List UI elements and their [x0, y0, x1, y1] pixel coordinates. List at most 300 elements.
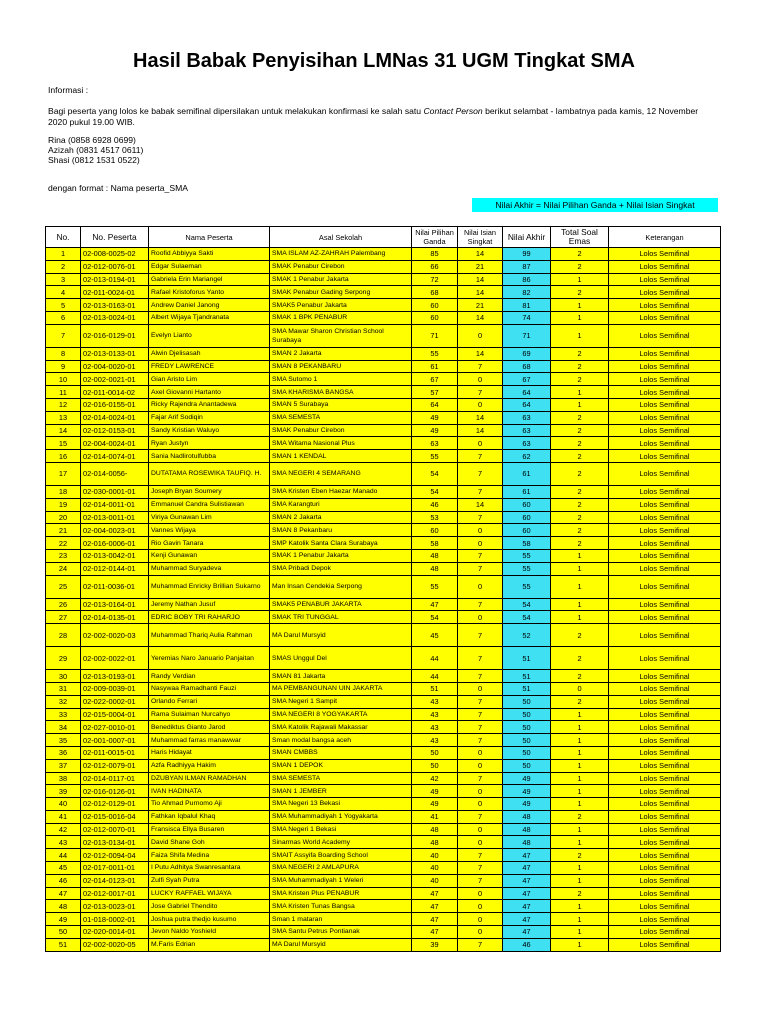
table-row	[46, 611, 721, 624]
cell-nilai-isian: 7	[458, 849, 503, 862]
cell-sekolah: SMAK5 Penabur Jakarta	[270, 299, 412, 312]
cell-nilai-akhir: 51	[503, 682, 551, 695]
cell-no: 15	[46, 437, 81, 450]
cell-nilai-isian: 0	[458, 575, 503, 598]
cell-keterangan: Lolos Semifinal	[609, 575, 721, 598]
cell-no-peserta: 02-012-0079-01	[81, 759, 149, 772]
cell-keterangan: Lolos Semifinal	[609, 785, 721, 798]
cell-nilai-pg: 55	[412, 450, 458, 463]
cell-nilai-isian: 14	[458, 498, 503, 511]
cell-sekolah: SMAN 2 Jakarta	[270, 347, 412, 360]
cell-sekolah: SMAK5 PENABUR JAKARTA	[270, 598, 412, 611]
cell-no-peserta: 02-008-0025-02	[81, 248, 149, 261]
cell-no-peserta: 02-004-0023-01	[81, 524, 149, 537]
cell-nilai-akhir: 50	[503, 721, 551, 734]
cell-nama: EDRIC BOBY TRI RAHARJO	[149, 611, 270, 624]
cell-no: 14	[46, 424, 81, 437]
cell-no-peserta: 02-013-0164-01	[81, 598, 149, 611]
cell-no-peserta: 02-013-0042-01	[81, 549, 149, 562]
cell-keterangan: Lolos Semifinal	[609, 386, 721, 399]
cell-sekolah: SMA Kristen Plus PENABUR	[270, 887, 412, 900]
table-row	[46, 849, 721, 862]
cell-no: 11	[46, 386, 81, 399]
cell-nama: Muhammad Suryadeva	[149, 562, 270, 575]
formula-note: Nilai Akhir = Nilai Pilihan Ganda + Nilai Isian Singkat	[472, 198, 718, 212]
cell-keterangan: Lolos Semifinal	[609, 913, 721, 926]
cell-no: 42	[46, 823, 81, 836]
table-row	[46, 874, 721, 887]
cell-nama: Emmanuel Candra Sulistiawan	[149, 498, 270, 511]
cell-sekolah: SMAN 1 KENDAL	[270, 450, 412, 463]
table-row	[46, 746, 721, 759]
cell-sekolah: SMAS Unggul Del	[270, 647, 412, 670]
cell-nilai-isian: 21	[458, 299, 503, 312]
cell-nilai-pg: 60	[412, 299, 458, 312]
cell-nilai-pg: 40	[412, 874, 458, 887]
cell-keterangan: Lolos Semifinal	[609, 670, 721, 683]
cell-nilai-pg: 54	[412, 462, 458, 485]
cell-no-peserta: 02-013-0011-01	[81, 511, 149, 524]
cell-no: 17	[46, 462, 81, 485]
cell-soal-emas: 2	[551, 524, 609, 537]
cell-nilai-pg: 71	[412, 324, 458, 347]
cell-nilai-akhir: 74	[503, 311, 551, 324]
cell-sekolah: MA Darul Mursyid	[270, 938, 412, 951]
cell-keterangan: Lolos Semifinal	[609, 248, 721, 261]
cell-nama: Muhammad Enricky Brillian Sukarno	[149, 575, 270, 598]
cell-nilai-akhir: 55	[503, 549, 551, 562]
cell-nilai-isian: 0	[458, 437, 503, 450]
cell-soal-emas: 2	[551, 373, 609, 386]
cell-nilai-pg: 47	[412, 598, 458, 611]
table-body	[46, 248, 721, 952]
cell-soal-emas: 1	[551, 598, 609, 611]
cell-keterangan: Lolos Semifinal	[609, 299, 721, 312]
cell-soal-emas: 1	[551, 575, 609, 598]
cell-nama: Albert Wijaya Tjandranata	[149, 311, 270, 324]
cell-nama: Roofid Abbiyya Sakti	[149, 248, 270, 261]
cell-no: 28	[46, 624, 81, 647]
table-row	[46, 562, 721, 575]
cell-nilai-isian: 14	[458, 424, 503, 437]
cell-nilai-akhir: 54	[503, 611, 551, 624]
cell-keterangan: Lolos Semifinal	[609, 772, 721, 785]
table-row	[46, 682, 721, 695]
cell-no-peserta: 02-014-0117-01	[81, 772, 149, 785]
cell-soal-emas: 2	[551, 695, 609, 708]
cell-nilai-isian: 7	[458, 562, 503, 575]
cell-soal-emas: 2	[551, 424, 609, 437]
cell-nilai-akhir: 51	[503, 647, 551, 670]
cell-nilai-isian: 0	[458, 682, 503, 695]
cell-keterangan: Lolos Semifinal	[609, 462, 721, 485]
cell-nilai-pg: 49	[412, 798, 458, 811]
cell-no-peserta: 02-015-0004-01	[81, 708, 149, 721]
table-row	[46, 598, 721, 611]
cell-soal-emas: 1	[551, 798, 609, 811]
cell-nilai-isian: 14	[458, 273, 503, 286]
cell-no-peserta: 02-004-0024-01	[81, 437, 149, 450]
cell-nilai-isian: 7	[458, 670, 503, 683]
cell-keterangan: Lolos Semifinal	[609, 624, 721, 647]
table-row	[46, 785, 721, 798]
table-row	[46, 810, 721, 823]
table-row	[46, 900, 721, 913]
cell-no: 40	[46, 798, 81, 811]
cell-no: 8	[46, 347, 81, 360]
cell-nilai-isian: 0	[458, 836, 503, 849]
cell-nilai-pg: 48	[412, 562, 458, 575]
cell-nama: Vannes Wijaya	[149, 524, 270, 537]
cell-nilai-akhir: 87	[503, 260, 551, 273]
cell-keterangan: Lolos Semifinal	[609, 498, 721, 511]
cell-nilai-isian: 7	[458, 450, 503, 463]
cell-no-peserta: 02-011-0024-01	[81, 286, 149, 299]
cell-soal-emas: 2	[551, 347, 609, 360]
cell-keterangan: Lolos Semifinal	[609, 823, 721, 836]
cell-nilai-akhir: 69	[503, 347, 551, 360]
cell-sekolah: SMA Santu Petrus Pontianak	[270, 926, 412, 939]
cell-sekolah: SMAN 8 Pekanbaru	[270, 524, 412, 537]
cell-sekolah: SMA Karangturi	[270, 498, 412, 511]
cell-soal-emas: 2	[551, 411, 609, 424]
cell-nilai-akhir: 99	[503, 248, 551, 261]
cell-soal-emas: 1	[551, 772, 609, 785]
cell-nama: DUTATAMA ROSEWIKA TAUFIQ. H.	[149, 462, 270, 485]
cell-nilai-isian: 7	[458, 386, 503, 399]
table-row	[46, 260, 721, 273]
cell-nilai-akhir: 49	[503, 798, 551, 811]
cell-nilai-akhir: 61	[503, 485, 551, 498]
cell-nilai-pg: 85	[412, 248, 458, 261]
cell-no: 31	[46, 682, 81, 695]
cell-nilai-akhir: 55	[503, 575, 551, 598]
table-row	[46, 862, 721, 875]
contact-2: Azizah (0831 4517 0611)	[48, 145, 144, 155]
cell-no: 24	[46, 562, 81, 575]
cell-no: 47	[46, 887, 81, 900]
cell-no-peserta: 02-013-0023-01	[81, 900, 149, 913]
cell-nilai-isian: 7	[458, 647, 503, 670]
cell-sekolah: SMA NEGERI 2 AMLAPURA	[270, 862, 412, 875]
cell-nilai-akhir: 47	[503, 849, 551, 862]
table-row	[46, 670, 721, 683]
cell-nama: Jose Gabriel Thendito	[149, 900, 270, 913]
cell-nilai-pg: 66	[412, 260, 458, 273]
cell-no-peserta: 02-012-0070-01	[81, 823, 149, 836]
cell-nama: Tio Ahmad Purnomo Aji	[149, 798, 270, 811]
cell-no: 3	[46, 273, 81, 286]
cell-keterangan: Lolos Semifinal	[609, 437, 721, 450]
table-row	[46, 311, 721, 324]
cell-nilai-akhir: 67	[503, 373, 551, 386]
cell-nilai-isian: 7	[458, 598, 503, 611]
cell-nama: Rafael Kristoforus Yanto	[149, 286, 270, 299]
table-row	[46, 299, 721, 312]
cell-sekolah: SMAK 1 Penabur Jakarta	[270, 273, 412, 286]
cell-nilai-isian: 0	[458, 900, 503, 913]
cell-no-peserta: 02-012-0153-01	[81, 424, 149, 437]
cell-nilai-pg: 49	[412, 424, 458, 437]
cell-sekolah: SMA Negeri 1 Sampit	[270, 695, 412, 708]
cell-nilai-pg: 49	[412, 785, 458, 798]
table-row	[46, 721, 721, 734]
cell-soal-emas: 1	[551, 900, 609, 913]
cell-nama: Azfa Radhiyya Hakim	[149, 759, 270, 772]
cell-nilai-akhir: 52	[503, 624, 551, 647]
cell-nilai-isian: 7	[458, 549, 503, 562]
cell-no: 39	[46, 785, 81, 798]
cell-no-peserta: 02-016-0006-01	[81, 537, 149, 550]
cell-sekolah: SMAK Penabur Cirebon	[270, 260, 412, 273]
cell-nama: Benediktus Gianto Jarod	[149, 721, 270, 734]
table-row	[46, 373, 721, 386]
cell-nama: Jeremy Nathan Jusuf	[149, 598, 270, 611]
cell-nilai-isian: 0	[458, 785, 503, 798]
results-table	[45, 226, 721, 952]
cell-no-peserta: 02-002-0021-01	[81, 373, 149, 386]
cell-soal-emas: 2	[551, 849, 609, 862]
cell-no: 27	[46, 611, 81, 624]
cell-no-peserta: 02-013-0024-01	[81, 311, 149, 324]
cell-nilai-pg: 64	[412, 398, 458, 411]
cell-soal-emas: 2	[551, 485, 609, 498]
cell-sekolah: SMAN 2 Jakarta	[270, 511, 412, 524]
cell-nilai-akhir: 50	[503, 695, 551, 708]
cell-soal-emas: 2	[551, 537, 609, 550]
cell-sekolah: SMAN 5 Surabaya	[270, 398, 412, 411]
cell-soal-emas: 2	[551, 360, 609, 373]
table-row	[46, 938, 721, 951]
info-text-post: berikut selambat - lambatnya pada kamis, 12 November 2020 pukul 19.00 WIB.	[48, 106, 699, 127]
header-no-peserta: No. Peserta	[81, 227, 149, 248]
cell-keterangan: Lolos Semifinal	[609, 347, 721, 360]
cell-no: 20	[46, 511, 81, 524]
table-row	[46, 695, 721, 708]
cell-nilai-akhir: 58	[503, 537, 551, 550]
cell-nilai-pg: 40	[412, 849, 458, 862]
cell-sekolah: SMA Pribadi Depok	[270, 562, 412, 575]
cell-sekolah: SMA Muhammadiyah 1 Weleri	[270, 874, 412, 887]
cell-keterangan: Lolos Semifinal	[609, 836, 721, 849]
cell-soal-emas: 1	[551, 386, 609, 399]
cell-nama: Fathkan Iqbalul Khaq	[149, 810, 270, 823]
cell-no-peserta: 02-015-0016-04	[81, 810, 149, 823]
cell-nilai-akhir: 71	[503, 324, 551, 347]
cell-soal-emas: 1	[551, 938, 609, 951]
cell-sekolah: SMA Sutomo 1	[270, 373, 412, 386]
cell-no-peserta: 02-012-0017-01	[81, 887, 149, 900]
cell-no: 29	[46, 647, 81, 670]
cell-soal-emas: 2	[551, 887, 609, 900]
cell-no-peserta: 02-012-0094-04	[81, 849, 149, 862]
cell-soal-emas: 2	[551, 260, 609, 273]
cell-nilai-pg: 49	[412, 411, 458, 424]
cell-nilai-isian: 7	[458, 485, 503, 498]
info-paragraph	[48, 106, 708, 127]
cell-sekolah: SMA Katolik Rajawali Makassar	[270, 721, 412, 734]
cell-nama: Muhammad farras manawwar	[149, 734, 270, 747]
cell-sekolah: SMP Katolik Santa Clara Surabaya	[270, 537, 412, 550]
cell-sekolah: Sinarmas World Academy	[270, 836, 412, 849]
cell-no: 32	[46, 695, 81, 708]
cell-keterangan: Lolos Semifinal	[609, 311, 721, 324]
cell-nama: IVAN HADINATA	[149, 785, 270, 798]
cell-soal-emas: 2	[551, 810, 609, 823]
cell-keterangan: Lolos Semifinal	[609, 695, 721, 708]
cell-nilai-isian: 0	[458, 926, 503, 939]
cell-nilai-isian: 14	[458, 248, 503, 261]
cell-no: 19	[46, 498, 81, 511]
cell-sekolah: SMAN 1 JEMBER	[270, 785, 412, 798]
cell-no-peserta: 02-016-0155-01	[81, 398, 149, 411]
cell-sekolah: SMA Kristen Tunas Bangsa	[270, 900, 412, 913]
table-row	[46, 450, 721, 463]
cell-sekolah: SMA SEMESTA	[270, 772, 412, 785]
cell-sekolah: SMA NEGERI 4 SEMARANG	[270, 462, 412, 485]
cell-nama: M.Faris Edrian	[149, 938, 270, 951]
cell-nilai-akhir: 51	[503, 670, 551, 683]
cell-no: 10	[46, 373, 81, 386]
cell-keterangan: Lolos Semifinal	[609, 874, 721, 887]
cell-nilai-akhir: 62	[503, 450, 551, 463]
cell-nilai-akhir: 50	[503, 708, 551, 721]
table-row	[46, 772, 721, 785]
cell-sekolah: SMAIT Assyifa Boarding School	[270, 849, 412, 862]
table-row	[46, 926, 721, 939]
cell-nilai-pg: 60	[412, 524, 458, 537]
cell-soal-emas: 2	[551, 286, 609, 299]
cell-keterangan: Lolos Semifinal	[609, 759, 721, 772]
cell-keterangan: Lolos Semifinal	[609, 450, 721, 463]
cell-no: 51	[46, 938, 81, 951]
cell-no: 22	[46, 537, 81, 550]
cell-nilai-isian: 7	[458, 708, 503, 721]
cell-no: 45	[46, 862, 81, 875]
cell-nilai-isian: 14	[458, 347, 503, 360]
cell-no: 37	[46, 759, 81, 772]
cell-keterangan: Lolos Semifinal	[609, 537, 721, 550]
cell-nilai-pg: 68	[412, 286, 458, 299]
cell-nilai-isian: 0	[458, 887, 503, 900]
table-row	[46, 836, 721, 849]
table-row	[46, 273, 721, 286]
cell-nilai-pg: 43	[412, 695, 458, 708]
cell-nilai-akhir: 49	[503, 772, 551, 785]
cell-nama: Gabriela Erin Mariangel	[149, 273, 270, 286]
cell-nilai-pg: 41	[412, 810, 458, 823]
cell-nama: Fransisca Ellya Busaren	[149, 823, 270, 836]
cell-no-peserta: 02-013-0194-01	[81, 273, 149, 286]
cell-nilai-pg: 40	[412, 862, 458, 875]
cell-no-peserta: 02-011-0036-01	[81, 575, 149, 598]
cell-nilai-akhir: 47	[503, 900, 551, 913]
cell-soal-emas: 1	[551, 734, 609, 747]
cell-nilai-pg: 43	[412, 734, 458, 747]
cell-nilai-pg: 48	[412, 823, 458, 836]
cell-nilai-pg: 44	[412, 670, 458, 683]
page-title: Hasil Babak Penyisihan LMNas 31 UGM Tingkat SMA	[133, 50, 635, 72]
cell-nilai-isian: 0	[458, 324, 503, 347]
header-nilai-isian: Nilai Isian Singkat	[458, 227, 503, 248]
cell-nama: Viriya Gunawan Lim	[149, 511, 270, 524]
cell-nama: Orlando Ferrari	[149, 695, 270, 708]
table-row	[46, 734, 721, 747]
cell-no: 50	[46, 926, 81, 939]
cell-keterangan: Lolos Semifinal	[609, 360, 721, 373]
cell-keterangan: Lolos Semifinal	[609, 286, 721, 299]
cell-soal-emas: 1	[551, 562, 609, 575]
cell-keterangan: Lolos Semifinal	[609, 549, 721, 562]
cell-nilai-pg: 47	[412, 913, 458, 926]
cell-nilai-akhir: 63	[503, 424, 551, 437]
cell-nilai-pg: 44	[412, 647, 458, 670]
cell-nilai-pg: 45	[412, 624, 458, 647]
cell-soal-emas: 1	[551, 324, 609, 347]
cell-nama: Joshua putra thedjo kusumo	[149, 913, 270, 926]
cell-soal-emas: 1	[551, 311, 609, 324]
cell-keterangan: Lolos Semifinal	[609, 708, 721, 721]
cell-nilai-isian: 14	[458, 286, 503, 299]
cell-nilai-isian: 0	[458, 746, 503, 759]
cell-nilai-isian: 7	[458, 721, 503, 734]
cell-no-peserta: 02-014-0074-01	[81, 450, 149, 463]
cell-nilai-isian: 14	[458, 311, 503, 324]
cell-nilai-isian: 7	[458, 695, 503, 708]
table-row	[46, 759, 721, 772]
cell-sekolah: SMAN 81 Jakarta	[270, 670, 412, 683]
cell-nilai-isian: 0	[458, 537, 503, 550]
cell-no: 4	[46, 286, 81, 299]
cell-no-peserta: 02-004-0020-01	[81, 360, 149, 373]
cell-nama: Rio Gavin Tanara	[149, 537, 270, 550]
cell-keterangan: Lolos Semifinal	[609, 849, 721, 862]
cell-nama: Sandy Kristian Waluyo	[149, 424, 270, 437]
cell-no-peserta: 02-011-0015-01	[81, 746, 149, 759]
cell-nama: David Shane Goh	[149, 836, 270, 849]
cell-soal-emas: 2	[551, 624, 609, 647]
cell-sekolah: SMA Mawar Sharon Christian School Surabaya	[270, 324, 412, 347]
cell-no-peserta: 02-016-0129-01	[81, 324, 149, 347]
header-keterangan: Keterangan	[609, 227, 721, 248]
cell-keterangan: Lolos Semifinal	[609, 511, 721, 524]
cell-nilai-akhir: 48	[503, 810, 551, 823]
cell-sekolah: SMAK Penabur Cirebon	[270, 424, 412, 437]
table-row	[46, 624, 721, 647]
cell-no-peserta: 02-013-0133-01	[81, 347, 149, 360]
cell-nilai-isian: 7	[458, 511, 503, 524]
contact-1: Rina (0858 6928 0699)	[48, 135, 136, 145]
cell-nilai-isian: 0	[458, 611, 503, 624]
cell-keterangan: Lolos Semifinal	[609, 647, 721, 670]
cell-no: 26	[46, 598, 81, 611]
cell-sekolah: MA Darul Mursyid	[270, 624, 412, 647]
cell-nilai-pg: 47	[412, 887, 458, 900]
cell-soal-emas: 1	[551, 862, 609, 875]
cell-nilai-akhir: 47	[503, 862, 551, 875]
cell-keterangan: Lolos Semifinal	[609, 862, 721, 875]
cell-soal-emas: 1	[551, 398, 609, 411]
cell-keterangan: Lolos Semifinal	[609, 798, 721, 811]
cell-nilai-pg: 55	[412, 575, 458, 598]
cell-nilai-akhir: 47	[503, 874, 551, 887]
cell-no: 21	[46, 524, 81, 537]
cell-soal-emas: 2	[551, 511, 609, 524]
cell-soal-emas: 2	[551, 647, 609, 670]
cell-no-peserta: 02-002-0020-03	[81, 624, 149, 647]
cell-sekolah: SMA Negeri 1 Bekasi	[270, 823, 412, 836]
cell-keterangan: Lolos Semifinal	[609, 373, 721, 386]
